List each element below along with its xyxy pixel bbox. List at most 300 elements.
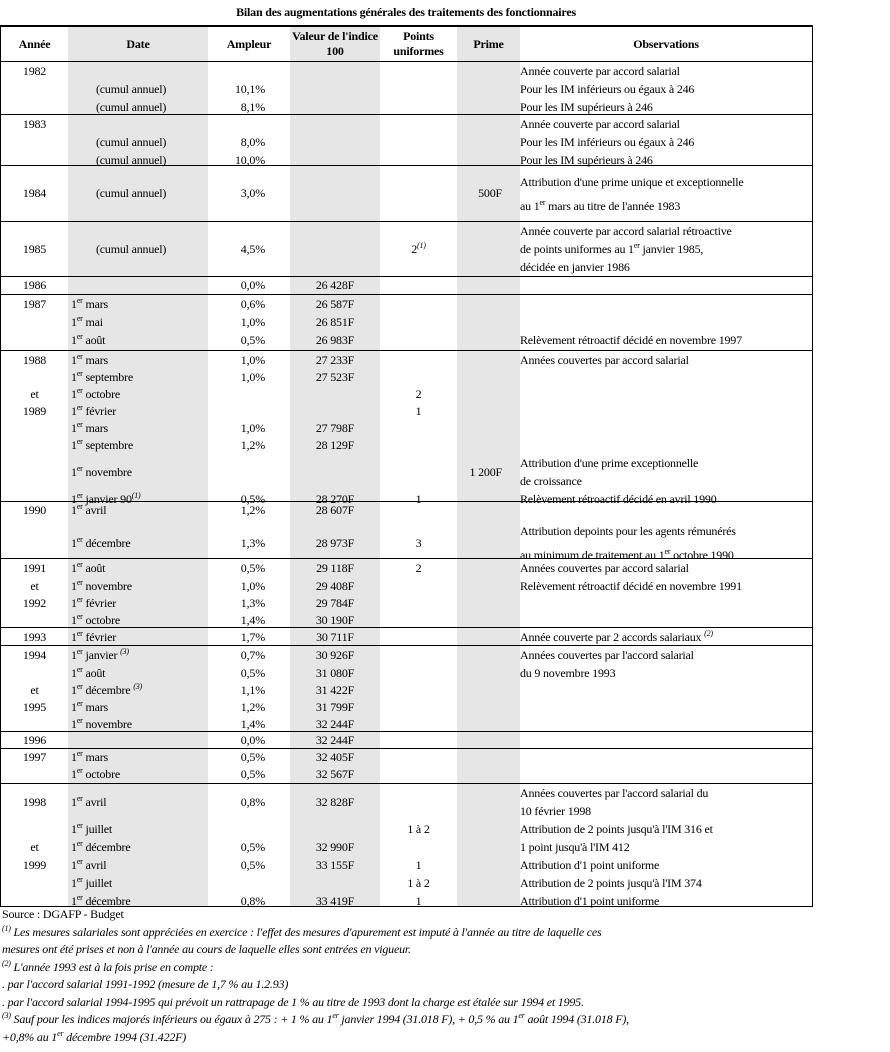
text-segment: au minimum de traitement au 1 xyxy=(520,548,665,562)
year-cell: 1986 xyxy=(22,278,47,292)
header-date: Date xyxy=(126,36,150,51)
text-segment: 1 xyxy=(71,421,77,435)
year-cell: 1993 xyxy=(22,629,47,644)
valeur-indice-cell: 29 784F xyxy=(315,596,355,610)
text-segment: de croissance xyxy=(520,474,582,488)
header-observations: Observations xyxy=(633,36,699,51)
table-row xyxy=(1,369,812,386)
ampleur-cell: 0,8% xyxy=(240,794,265,809)
date-cell xyxy=(68,241,208,258)
observation-line xyxy=(520,519,812,543)
text-segment: décembre 1994 (31.422F) xyxy=(63,1029,187,1044)
observation-line xyxy=(520,80,812,98)
text-segment: décembre xyxy=(82,535,131,550)
ampleur-cell: 0,5% xyxy=(240,857,265,872)
table-row xyxy=(1,296,812,313)
text-segment: de points uniformes au 1 xyxy=(520,242,634,256)
table-row xyxy=(1,133,812,151)
date-cell xyxy=(68,794,208,811)
date-cell xyxy=(68,81,208,98)
footnote-line xyxy=(2,941,862,959)
superscript: er xyxy=(76,664,83,674)
superscript: er xyxy=(76,369,83,378)
year-cell: 1984 xyxy=(22,186,47,200)
ampleur-cell: 0,7% xyxy=(240,647,265,662)
footnote-line xyxy=(2,994,862,1012)
observation-line xyxy=(520,170,812,194)
text-segment: janvier xyxy=(82,647,121,662)
date-cell xyxy=(68,420,208,437)
observation-line xyxy=(520,559,812,577)
text-segment: novembre xyxy=(82,717,132,731)
observation-line xyxy=(520,62,812,80)
points-cell xyxy=(380,857,457,874)
ampleur-cell: 1,3% xyxy=(240,596,265,610)
year-group xyxy=(1,783,812,906)
superscript: er xyxy=(76,403,83,412)
text-segment: juillet xyxy=(82,821,113,836)
observations-cell xyxy=(520,664,812,682)
superscript: (1) xyxy=(2,923,11,933)
date-cell xyxy=(68,502,208,519)
superscript: (1) xyxy=(131,490,141,500)
superscript: er xyxy=(518,1011,525,1020)
ampleur-cell: 1,0% xyxy=(240,578,265,593)
superscript: er xyxy=(76,793,83,803)
text-segment: Année couverte par accord salarial rétroactive xyxy=(520,224,732,238)
prime-cell: 500F xyxy=(478,186,502,200)
valeur-indice-cell: 31 799F xyxy=(315,700,355,714)
text-segment: Attribution d'1 point uniforme xyxy=(520,894,660,908)
valeur-indice-cell: 31 080F xyxy=(315,665,355,680)
ampleur-cell: 1,2% xyxy=(240,700,265,714)
footnote-line xyxy=(2,1011,862,1029)
ampleur-cell: 1,2% xyxy=(240,438,265,452)
text-segment: (cumul annuel) xyxy=(96,152,167,167)
text-segment: octobre xyxy=(82,613,121,627)
date-cell xyxy=(68,839,208,856)
text-segment: mars au titre de l'année 1983 xyxy=(545,198,681,213)
text-segment: 1 xyxy=(71,683,77,697)
text-segment: +0,8% au 1 xyxy=(2,1029,58,1044)
year-group xyxy=(1,276,812,294)
superscript: er xyxy=(76,331,83,341)
observation-line xyxy=(520,802,812,820)
observations-cell xyxy=(520,170,812,218)
text-segment: 1 xyxy=(71,535,77,550)
date-cell xyxy=(68,682,208,699)
year-cell: 1998 xyxy=(22,794,47,809)
table-row xyxy=(1,628,812,646)
text-segment: Attribution de 2 points jusqu'à l'IM 316 et xyxy=(520,822,713,836)
text-segment: 1 xyxy=(71,750,77,764)
observation-line xyxy=(520,98,812,116)
text-segment: Année couverte par 2 accords salariaux xyxy=(520,630,705,644)
observation-line xyxy=(520,784,812,802)
year-cell: 1994 xyxy=(22,647,47,662)
year-group xyxy=(1,350,812,506)
ampleur-cell: 1,0% xyxy=(240,370,265,384)
year-group xyxy=(1,627,812,645)
table-row xyxy=(1,577,812,595)
text-segment: septembre xyxy=(82,438,133,452)
valeur-indice-cell: 26 983F xyxy=(315,332,355,347)
superscript: er xyxy=(76,595,83,604)
text-segment: août xyxy=(82,560,106,575)
text-segment: mars xyxy=(82,421,108,435)
table-title: Bilan des augmentations générales des traitements des fonctionnaires xyxy=(236,5,576,19)
ampleur-cell: 0,5% xyxy=(240,665,265,680)
ampleur-cell: 0,0% xyxy=(240,733,265,747)
valeur-indice-cell: 33 419F xyxy=(315,893,355,908)
date-cell xyxy=(68,875,208,892)
valeur-indice-cell: 30 926F xyxy=(315,647,355,662)
ampleur-cell: 1,7% xyxy=(240,629,265,644)
ampleur-cell: 0,0% xyxy=(240,278,265,292)
table-row xyxy=(1,784,812,820)
superscript: er xyxy=(76,490,83,500)
text-segment: 1 xyxy=(415,893,422,908)
text-segment: Pour les IM inférieurs ou égaux à 246 xyxy=(520,82,695,96)
ampleur-cell: 1,2% xyxy=(240,503,265,517)
superscript: er xyxy=(633,241,640,250)
superscript: er xyxy=(76,699,83,708)
footnotes xyxy=(2,906,862,1046)
text-segment: octobre xyxy=(82,387,121,401)
date-cell xyxy=(68,403,208,420)
date-cell xyxy=(68,699,208,716)
year-cell: 1995 xyxy=(22,700,47,714)
date-cell xyxy=(68,134,208,151)
observation-line xyxy=(520,240,812,258)
observations-cell xyxy=(520,151,812,169)
ampleur-cell: 0,6% xyxy=(240,296,265,311)
ampleur-cell: 1,0% xyxy=(240,421,265,435)
table-row xyxy=(1,420,812,437)
superscript: (3) xyxy=(2,1011,11,1020)
superscript: er xyxy=(76,534,83,544)
text-segment: 1 xyxy=(71,332,77,347)
text-segment: mars xyxy=(82,700,108,714)
valeur-indice-cell: 27 523F xyxy=(315,370,355,384)
ampleur-cell: 1,4% xyxy=(240,613,265,627)
year-group xyxy=(1,731,812,748)
year-cell: 1988 xyxy=(22,352,47,367)
source-note: Source : DGAFP - Budget xyxy=(2,907,124,921)
superscript: (1) xyxy=(417,240,426,250)
table-row xyxy=(1,115,812,133)
table-row xyxy=(1,699,812,716)
ampleur-cell: 1,0% xyxy=(240,352,265,367)
superscript: er xyxy=(76,682,83,691)
superscript: er xyxy=(76,577,83,587)
table-row xyxy=(1,612,812,629)
table-row xyxy=(1,222,812,276)
text-segment: 1 xyxy=(71,875,77,890)
date-cell xyxy=(68,629,208,646)
text-segment: mai xyxy=(82,314,103,329)
superscript: er xyxy=(76,874,83,884)
observation-line xyxy=(520,222,812,240)
text-segment: 1 xyxy=(415,857,422,872)
superscript: er xyxy=(76,437,83,446)
observation-line xyxy=(520,874,812,892)
text-segment: 1 xyxy=(71,717,77,731)
text-segment: 1 xyxy=(71,665,77,680)
ampleur-cell: 1,1% xyxy=(240,683,265,697)
year-group xyxy=(1,501,812,562)
table-row xyxy=(1,62,812,80)
text-segment: août xyxy=(82,665,106,680)
text-segment: Pour les IM supérieurs à 246 xyxy=(520,153,653,167)
superscript: er xyxy=(539,197,546,207)
text-segment: 1 xyxy=(71,387,77,401)
text-segment: . par l'accord salarial 1991-1992 (mesure de 1,7 % au 1.2.93) xyxy=(2,977,289,991)
observation-line xyxy=(520,258,812,276)
text-segment: Pour les IM supérieurs à 246 xyxy=(520,100,653,114)
valeur-indice-cell: 26 587F xyxy=(315,296,355,311)
date-cell xyxy=(68,749,208,766)
text-segment: 1 xyxy=(71,352,77,367)
valeur-indice-cell: 26 851F xyxy=(315,314,355,329)
ampleur-cell: 1,3% xyxy=(240,535,265,550)
text-segment: avril xyxy=(82,857,107,872)
observations-cell xyxy=(520,222,812,276)
observations-cell xyxy=(520,351,812,369)
text-segment: 1 à 2 xyxy=(407,821,430,836)
observations-cell xyxy=(520,628,812,646)
text-segment: Années couvertes par l'accord salarial du xyxy=(520,786,709,800)
points-cell xyxy=(380,560,457,577)
observations-cell xyxy=(520,62,812,80)
date-cell xyxy=(68,595,208,612)
observations-cell xyxy=(520,559,812,577)
ampleur-cell: 0,8% xyxy=(240,893,265,908)
text-segment: décembre xyxy=(82,893,131,908)
ampleur-cell: 0,5% xyxy=(240,491,265,506)
date-cell xyxy=(68,716,208,733)
ampleur-cell: 0,5% xyxy=(240,750,265,764)
valeur-indice-cell: 31 422F xyxy=(315,683,355,697)
text-segment: septembre xyxy=(82,370,133,384)
date-cell xyxy=(68,535,208,552)
date-cell xyxy=(68,612,208,629)
observation-line xyxy=(520,133,812,151)
text-segment: au 1 xyxy=(520,198,540,213)
superscript: (3) xyxy=(120,646,129,656)
date-cell xyxy=(68,152,208,169)
text-segment: Années couvertes par accord salarial xyxy=(520,561,689,575)
year-cell: 1985 xyxy=(22,241,47,256)
observations-cell xyxy=(520,874,812,892)
table-row xyxy=(1,664,812,682)
ampleur-cell: 0,5% xyxy=(240,332,265,347)
valeur-indice-cell: 28 973F xyxy=(315,535,355,550)
text-segment: février xyxy=(82,596,117,610)
prime-cell: 1 200F xyxy=(469,464,502,479)
text-segment: 1 xyxy=(71,438,77,452)
observation-line xyxy=(520,646,812,664)
observations-cell xyxy=(520,98,812,116)
table-row xyxy=(1,170,812,218)
text-segment: 1 xyxy=(71,767,77,781)
text-segment: 1 point jusqu'à l'IM 412 xyxy=(520,840,630,854)
valeur-indice-cell: 29 118F xyxy=(316,560,354,575)
text-segment: 1 xyxy=(71,700,77,714)
year-cell: et xyxy=(30,578,39,593)
table-row xyxy=(1,437,812,454)
date-cell xyxy=(68,352,208,369)
text-segment: mars xyxy=(82,352,108,367)
observations-cell xyxy=(520,331,812,349)
table-row xyxy=(1,403,812,420)
text-segment: Attribution d'une prime exceptionnelle xyxy=(520,456,699,470)
text-segment: octobre 1990 xyxy=(670,548,734,562)
table-row xyxy=(1,351,812,369)
text-segment: Pour les IM inférieurs ou égaux à 246 xyxy=(520,135,695,149)
table-row xyxy=(1,151,812,169)
year-cell: 1997 xyxy=(22,750,47,764)
text-segment: Année couverte par accord salarial xyxy=(520,117,680,131)
ampleur-cell: 3,0% xyxy=(240,186,265,200)
text-segment: août xyxy=(82,332,106,347)
text-segment: 1 xyxy=(415,491,422,506)
text-segment: décembre xyxy=(82,839,131,854)
year-group xyxy=(1,558,812,627)
text-segment: (cumul annuel) xyxy=(96,241,167,256)
text-segment: Attribution d'une prime unique et exceptionnelle xyxy=(520,174,744,189)
valeur-indice-cell: 32 990F xyxy=(315,839,355,854)
valeur-indice-cell: 30 190F xyxy=(315,613,355,627)
table-row xyxy=(1,646,812,664)
text-segment: . par l'accord salarial 1994-1995 qui prévoit un rattrapage de 1 % au titre de 1993 dont la charge est étalée sur 1994 et 1995. xyxy=(2,994,584,1009)
date-cell xyxy=(68,560,208,577)
observations-cell xyxy=(520,115,812,133)
ampleur-cell: 1,0% xyxy=(240,314,265,329)
valeur-indice-cell: 30 711F xyxy=(316,629,354,644)
year-group xyxy=(1,294,812,350)
superscript: er xyxy=(76,646,83,656)
ampleur-cell: 10,1% xyxy=(235,81,265,96)
date-cell xyxy=(68,386,208,403)
table-row xyxy=(1,732,812,749)
date-cell xyxy=(68,647,208,664)
text-segment: 1 xyxy=(415,404,422,418)
year-cell: 1990 xyxy=(22,503,47,517)
table-row xyxy=(1,682,812,699)
year-cell: 1996 xyxy=(22,733,47,747)
table-row xyxy=(1,874,812,892)
text-segment: 1 xyxy=(71,314,77,329)
observations-cell xyxy=(520,646,812,664)
valeur-indice-cell: 32 405F xyxy=(315,750,355,764)
text-segment: 1 xyxy=(71,613,77,627)
valeur-indice-cell: 27 233F xyxy=(315,352,355,367)
text-segment: L'année 1993 est à la fois prise en compte : xyxy=(10,959,214,974)
table-row xyxy=(1,766,812,783)
year-group xyxy=(1,61,812,114)
text-segment: janvier 1994 (31.018 F), + 0,5 % au 1 xyxy=(338,1012,519,1026)
year-group xyxy=(1,221,812,276)
text-segment: avril xyxy=(82,503,107,517)
text-segment: 1 à 2 xyxy=(407,875,430,890)
text-segment: (cumul annuel) xyxy=(96,99,167,114)
table-header xyxy=(1,27,812,61)
text-segment: 1 xyxy=(71,464,77,479)
valeur-indice-cell: 29 408F xyxy=(315,578,355,593)
text-segment: mars xyxy=(82,750,108,764)
observations-cell xyxy=(520,80,812,98)
table-row xyxy=(1,454,812,490)
year-group xyxy=(1,748,812,783)
text-segment: 1 xyxy=(71,821,77,836)
text-segment: Attribution depoints pour les agents rémunérés xyxy=(520,524,736,538)
ampleur-cell: 0,5% xyxy=(240,560,265,575)
points-cell xyxy=(380,535,457,552)
text-segment: 3 xyxy=(415,535,422,550)
text-segment: Années couvertes par accord salarial xyxy=(520,353,689,367)
header-ampleur: Ampleur xyxy=(226,36,272,51)
year-cell: 1983 xyxy=(22,116,47,131)
superscript: er xyxy=(76,313,83,323)
text-segment: 1 xyxy=(71,794,77,809)
text-segment: Sauf pour les indices majorés inférieurs ou égaux à 275 : + 1 % au 1 xyxy=(10,1012,333,1026)
text-segment: (cumul annuel) xyxy=(96,186,167,200)
footnote-line xyxy=(2,976,862,994)
observation-line xyxy=(520,331,812,349)
observation-line xyxy=(520,115,812,133)
superscript: er xyxy=(76,838,83,848)
superscript: er xyxy=(76,856,83,866)
valeur-indice-cell: 32 244F xyxy=(315,717,355,731)
points-cell xyxy=(380,386,457,403)
valeur-indice-cell: 32 244F xyxy=(315,733,355,747)
valeur-indice-cell: 33 155F xyxy=(315,857,355,872)
observation-line xyxy=(520,351,812,369)
date-cell xyxy=(68,369,208,386)
text-segment: 1 xyxy=(71,578,77,593)
date-cell xyxy=(68,821,208,838)
text-segment: 1 xyxy=(71,370,77,384)
year-cell: 1992 xyxy=(22,596,47,610)
superscript: er xyxy=(76,628,83,638)
text-segment: 1 xyxy=(71,503,77,517)
year-cell: 1982 xyxy=(22,63,47,78)
observation-line xyxy=(520,577,812,595)
text-segment: Attribution d'1 point uniforme xyxy=(520,858,660,872)
observations-cell xyxy=(520,454,812,490)
table-row xyxy=(1,277,812,294)
year-cell: et xyxy=(30,387,39,401)
header-valeur-indice: Valeur de l'indice 100 xyxy=(292,29,378,58)
text-segment: novembre xyxy=(82,464,132,479)
header-points-uniformes: Points uniformes xyxy=(393,29,444,58)
observations-cell xyxy=(520,820,812,838)
year-cell: 1991 xyxy=(22,560,47,575)
superscript: (2) xyxy=(2,958,11,968)
table-row xyxy=(1,820,812,838)
text-segment: 1 xyxy=(71,839,77,854)
year-cell: et xyxy=(30,683,39,697)
text-segment: août 1994 (31.018 F), xyxy=(524,1012,629,1026)
salary-increase-table xyxy=(0,25,813,907)
year-group xyxy=(1,114,812,165)
text-segment: décidée en janvier 1986 xyxy=(520,260,630,274)
footnote-line xyxy=(2,924,862,942)
footnote-line xyxy=(2,1029,862,1047)
table-row xyxy=(1,749,812,766)
superscript: er xyxy=(76,351,83,361)
